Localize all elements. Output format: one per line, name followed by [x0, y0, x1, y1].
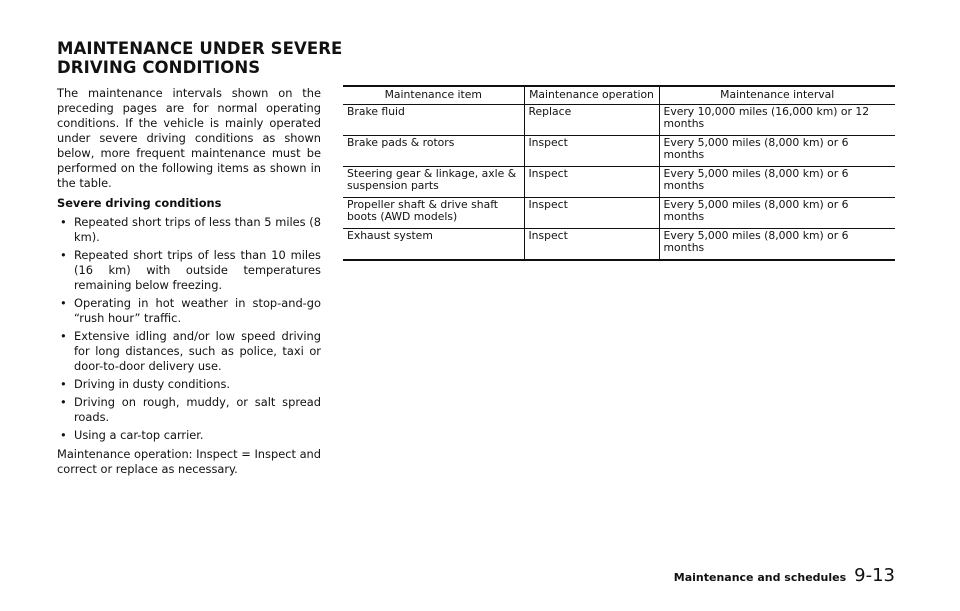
table-cell: Exhaust system — [343, 228, 524, 260]
page-footer — [674, 565, 895, 586]
list-item-text: Repeated short trips of less than 10 miles (16 km) with outside temperatures remaining below freezing. — [74, 248, 321, 292]
list-item-text: Using a car-top carrier. — [74, 428, 204, 442]
table-row — [343, 135, 895, 166]
bullet-icon: • — [60, 296, 67, 310]
bullet-icon: • — [60, 248, 67, 262]
operation-note: Maintenance operation: Inspect = Inspect and correct or replace as necessary. — [57, 447, 321, 476]
list-item — [57, 428, 321, 443]
column-header-interval: Maintenance interval — [659, 86, 895, 104]
list-item-text: Operating in hot weather in stop-and-go “rush hour” traffic. — [74, 296, 321, 325]
table-cell: Every 5,000 miles (8,000 km) or 6 months — [659, 166, 895, 197]
table-cell: Every 5,000 miles (8,000 km) or 6 months — [659, 228, 895, 260]
conditions-list — [57, 215, 321, 443]
table-cell: Inspect — [524, 135, 659, 166]
table-row — [343, 228, 895, 260]
intro-paragraph: The maintenance intervals shown on the preceding pages are for normal operating conditions. If the vehicle is mainly operated under severe driving conditions as shown below, more frequent maintenance must be performed on the following items as shown in the table. — [57, 86, 321, 190]
table-cell: Every 10,000 miles (16,000 km) or 12 months — [659, 104, 895, 135]
list-item — [57, 395, 321, 425]
table-cell: Brake fluid — [343, 104, 524, 135]
table-row — [343, 197, 895, 228]
list-item — [57, 248, 321, 293]
list-item — [57, 215, 321, 245]
list-item-text: Repeated short trips of less than 5 miles (8 km). — [74, 215, 321, 244]
table-cell: Inspect — [524, 228, 659, 260]
list-item — [57, 296, 321, 326]
table-row — [343, 104, 895, 135]
left-column — [57, 86, 321, 482]
table-cell: Every 5,000 miles (8,000 km) or 6 months — [659, 197, 895, 228]
maintenance-table — [343, 85, 895, 261]
table-cell: Propeller shaft & drive shaft boots (AWD models) — [343, 197, 524, 228]
section-name: Maintenance and schedules — [673, 571, 847, 584]
list-item-text: Driving on rough, muddy, or salt spread roads. — [74, 395, 321, 424]
list-item-text: Extensive idling and/or low speed driving for long distances, such as police, taxi or door-to-door delivery use. — [74, 329, 321, 373]
page-title: MAINTENANCE UNDER SEVERE DRIVING CONDITIONS — [57, 39, 343, 77]
table-cell: Inspect — [524, 197, 659, 228]
column-header-operation: Maintenance operation — [524, 86, 659, 104]
list-item — [57, 329, 321, 374]
table-cell: Brake pads & rotors — [343, 135, 524, 166]
page-number: 9-13 — [854, 565, 895, 586]
table-cell: Steering gear & linkage, axle & suspension parts — [343, 166, 524, 197]
table-row — [343, 166, 895, 197]
section-subheading: Severe driving conditions — [57, 196, 222, 210]
list-item-text: Driving in dusty conditions. — [74, 377, 231, 391]
bullet-icon: • — [60, 329, 67, 343]
table-cell: Inspect — [524, 166, 659, 197]
table-cell: Replace — [524, 104, 659, 135]
table-header-row — [343, 86, 895, 104]
column-header-item: Maintenance item — [343, 86, 524, 104]
bullet-icon: • — [60, 428, 67, 442]
bullet-icon: • — [60, 395, 67, 409]
list-item — [57, 377, 321, 392]
table-cell: Every 5,000 miles (8,000 km) or 6 months — [659, 135, 895, 166]
bullet-icon: • — [60, 215, 67, 229]
bullet-icon: • — [60, 377, 67, 391]
